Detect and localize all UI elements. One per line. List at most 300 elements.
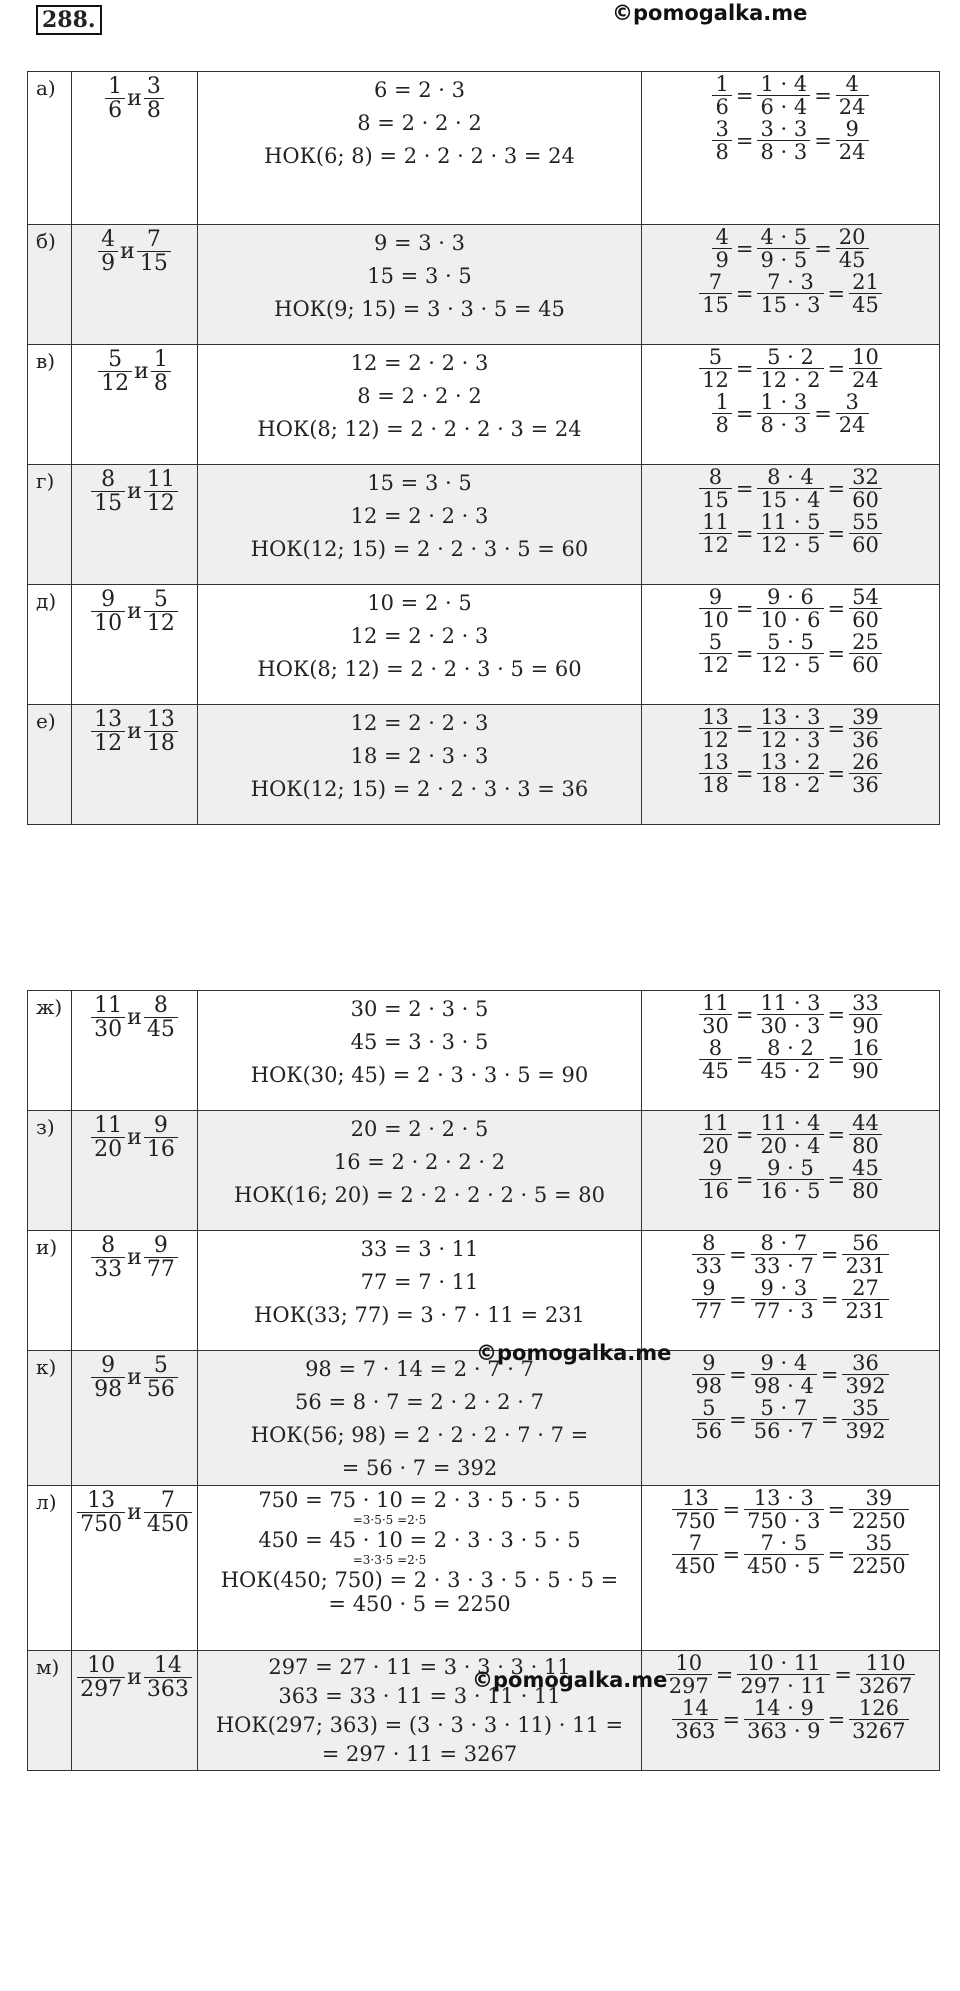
fraction	[699, 1112, 732, 1157]
fraction	[144, 1489, 192, 1536]
numerator: 13	[702, 705, 729, 729]
conversion-lines	[642, 1111, 939, 1202]
denominator: 363	[144, 1677, 192, 1701]
denominator: 9 · 5	[757, 248, 810, 271]
denominator: 56	[144, 1377, 178, 1401]
numerator: 5 · 7	[760, 1396, 808, 1421]
denominator: 12	[699, 533, 732, 556]
equals-sign: =	[729, 1242, 747, 1267]
factorization-line: НОК(450; 750) = 2 · 3 · 3 · 5 · 5 · 5 =	[220, 1568, 619, 1592]
fraction	[98, 348, 132, 395]
numerator: 9	[153, 1233, 168, 1258]
denominator: 33	[91, 1257, 125, 1281]
fraction	[842, 1232, 888, 1277]
fraction	[699, 1157, 732, 1202]
fraction	[744, 1487, 823, 1532]
fraction	[744, 1697, 823, 1742]
conversion-lines	[642, 991, 939, 1082]
denominator: 77 · 3	[751, 1299, 817, 1322]
numerator: 9	[708, 1156, 723, 1181]
fraction	[105, 75, 125, 122]
denominator: 2250	[849, 1509, 908, 1532]
numerator: 11	[94, 993, 123, 1018]
row-label-text: л)	[36, 1490, 57, 1514]
numerator: 126	[858, 1696, 899, 1721]
fraction	[842, 1352, 888, 1397]
numerator: 1	[715, 390, 729, 415]
fraction	[137, 228, 171, 275]
factorization-line: 12 = 2 · 2 · 3	[350, 504, 489, 528]
row-label	[28, 1351, 72, 1486]
numerator: 5	[708, 345, 723, 369]
conversion	[642, 465, 940, 585]
denominator: 297	[666, 1674, 712, 1697]
problem-number: 288.	[36, 5, 102, 35]
factorization-line: НОК(30; 45) = 2 · 3 · 3 · 5 = 90	[250, 1063, 589, 1087]
solution-row	[28, 1111, 940, 1231]
conversion-equation	[699, 586, 882, 631]
conjunction: и	[127, 1125, 142, 1151]
numerator: 7	[688, 1531, 703, 1556]
conversion-lines	[642, 72, 939, 163]
denominator: 45	[849, 293, 882, 316]
conversion-equation	[712, 118, 868, 163]
numerator: 9	[153, 1113, 168, 1138]
watermark: ©pomogalka.me	[612, 1, 808, 25]
denominator: 45	[699, 1059, 732, 1082]
denominator: 3267	[856, 1674, 915, 1697]
denominator: 12 · 5	[757, 653, 823, 676]
fraction	[836, 73, 869, 118]
fraction-pair	[72, 465, 198, 585]
fraction	[751, 1352, 817, 1397]
numerator: 21	[852, 270, 879, 295]
conversion-equation	[699, 1157, 882, 1202]
denominator: 12	[699, 368, 732, 391]
fraction	[757, 751, 823, 796]
numerator: 7 · 5	[760, 1531, 808, 1556]
fraction	[91, 1114, 125, 1161]
fraction	[751, 1397, 817, 1442]
equals-sign: =	[820, 1287, 839, 1312]
factorization-lines	[198, 585, 641, 686]
denominator: 16	[699, 1179, 732, 1202]
fraction	[757, 391, 810, 436]
fraction	[98, 228, 118, 275]
fraction	[757, 346, 823, 391]
fraction-pair-wrap	[72, 225, 197, 275]
denominator: 9	[712, 248, 731, 271]
numerator: 4	[715, 225, 729, 249]
equals-sign: =	[735, 401, 754, 426]
denominator: 8	[712, 413, 731, 436]
conversion-lines	[642, 1351, 939, 1442]
fraction	[849, 346, 882, 391]
numerator: 3	[715, 117, 729, 142]
numerator: 11	[702, 1111, 729, 1135]
fraction	[699, 466, 732, 511]
row-label	[28, 585, 72, 705]
denominator: 33	[692, 1254, 725, 1277]
denominator: 24	[836, 140, 869, 163]
equals-sign: =	[735, 761, 754, 786]
denominator: 12 · 5	[757, 533, 823, 556]
fraction	[757, 1037, 823, 1082]
numerator: 39	[865, 1486, 893, 1510]
denominator: 80	[849, 1179, 882, 1202]
equals-sign: =	[827, 1707, 846, 1732]
denominator: 8 · 3	[757, 140, 810, 163]
fraction	[757, 1112, 823, 1157]
fraction	[91, 1234, 125, 1281]
conversion	[642, 705, 940, 825]
equals-sign: =	[827, 356, 846, 381]
denominator: 12	[144, 611, 178, 635]
numerator: 8 · 7	[760, 1231, 808, 1255]
numerator: 8 · 4	[767, 465, 814, 489]
factorization-line: 9 = 3 · 3	[373, 231, 466, 255]
denominator: 15	[137, 251, 171, 275]
denominator: 3267	[849, 1719, 908, 1742]
fraction	[77, 1489, 125, 1536]
numerator: 5	[702, 1396, 716, 1421]
denominator: 15 · 4	[757, 488, 823, 511]
numerator: 8	[708, 1036, 723, 1061]
conjunction: и	[127, 599, 142, 625]
row-label-text: м)	[36, 1655, 60, 1679]
factorization-line: 6 = 2 · 3	[373, 78, 466, 102]
numerator: 5 · 2	[767, 345, 814, 369]
factorization-line: 98 = 7 · 14 = 2 · 7 · 7	[305, 1357, 534, 1381]
conversion-lines	[642, 585, 939, 676]
denominator: 750 · 3	[744, 1509, 823, 1532]
fraction	[692, 1352, 725, 1397]
factorization-lines	[198, 225, 641, 326]
numerator: 11 · 5	[760, 510, 821, 535]
conjunction: и	[120, 239, 135, 265]
numerator: 3	[845, 390, 859, 415]
denominator: 15	[699, 488, 732, 511]
row-label	[28, 72, 72, 225]
conversion-equation	[712, 73, 868, 118]
conversion-equation	[712, 391, 868, 436]
fraction-pair	[72, 345, 198, 465]
fraction	[699, 346, 732, 391]
fraction	[757, 586, 823, 631]
solution-row	[28, 1231, 940, 1351]
equals-sign: =	[827, 596, 846, 621]
denominator: 8 · 3	[757, 413, 810, 436]
numerator: 7	[146, 227, 161, 252]
factorization-line: НОК(297; 363) = (3 · 3 · 3 · 11) · 11 =	[215, 1713, 624, 1737]
denominator: 750	[77, 1512, 125, 1536]
numerator: 4	[101, 227, 116, 252]
fraction	[856, 1652, 915, 1697]
factorization	[198, 991, 642, 1111]
factorization-lines	[198, 465, 641, 566]
fraction	[757, 271, 823, 316]
fraction-pair-wrap	[72, 1351, 197, 1401]
factorization	[198, 465, 642, 585]
fraction-pair-wrap	[72, 1651, 197, 1701]
numerator: 54	[852, 585, 879, 609]
denominator: 6 · 4	[757, 95, 810, 118]
numerator: 1 · 4	[760, 72, 808, 96]
fraction	[91, 994, 125, 1041]
denominator: 12	[144, 491, 178, 515]
conversion-equation	[699, 751, 882, 796]
numerator: 27	[852, 1276, 879, 1301]
equals-sign: =	[827, 476, 846, 501]
equals-sign: =	[820, 1407, 839, 1432]
denominator: 30 · 3	[757, 1014, 823, 1037]
solution-row	[28, 465, 940, 585]
fraction	[751, 1277, 817, 1322]
denominator: 231	[842, 1299, 888, 1322]
conversion	[642, 72, 940, 225]
fraction	[757, 511, 823, 556]
factorization	[198, 585, 642, 705]
conversion-lines	[642, 465, 939, 556]
denominator: 98	[91, 1377, 125, 1401]
fraction	[699, 586, 732, 631]
numerator: 26	[852, 750, 879, 775]
factorization-line: 15 = 3 · 5	[367, 471, 472, 495]
numerator: 8	[101, 467, 116, 492]
conversion	[642, 1231, 940, 1351]
denominator: 450	[672, 1554, 718, 1577]
denominator: 24	[836, 95, 869, 118]
fraction	[849, 586, 882, 631]
factorization-line: 20 = 2 · 2 · 5	[350, 1117, 489, 1141]
conversion-equation	[699, 466, 882, 511]
equals-sign: =	[827, 1167, 846, 1192]
row-label-text: в)	[36, 349, 56, 373]
fraction	[757, 631, 823, 676]
conjunction: и	[127, 719, 142, 745]
fraction	[699, 992, 732, 1037]
fraction	[692, 1232, 725, 1277]
denominator: 60	[849, 533, 882, 556]
conversion-equation	[699, 1037, 882, 1082]
solution-table-1	[27, 71, 940, 825]
numerator: 9	[845, 117, 859, 142]
conversion-lines	[642, 225, 939, 316]
factorization-line: 77 = 7 · 11	[360, 1270, 479, 1294]
fraction-pair-wrap	[72, 991, 197, 1041]
fraction	[699, 511, 732, 556]
conjunction: и	[127, 1005, 142, 1031]
fraction-pair-wrap	[72, 1486, 197, 1536]
row-label	[28, 1486, 72, 1651]
factorization-lines	[198, 1351, 641, 1485]
denominator: 30	[91, 1017, 125, 1041]
equals-sign: =	[827, 1542, 846, 1567]
numerator: 1	[153, 347, 168, 372]
denominator: 8	[144, 98, 164, 122]
denominator: 8	[712, 140, 731, 163]
equals-sign: =	[827, 641, 846, 666]
numerator: 9	[702, 1351, 716, 1375]
numerator: 9 · 6	[767, 585, 814, 609]
factorization-line: 18 = 2 · 3 · 3	[350, 744, 489, 768]
denominator: 98 · 4	[751, 1374, 817, 1397]
equals-sign: =	[735, 83, 754, 108]
fraction	[699, 631, 732, 676]
row-label	[28, 1231, 72, 1351]
numerator: 1 · 3	[760, 390, 808, 415]
equals-sign: =	[729, 1362, 747, 1387]
denominator: 36	[849, 728, 882, 751]
equals-sign: =	[827, 1002, 846, 1027]
fraction	[144, 1654, 192, 1701]
factorization-line: НОК(12; 15) = 2 · 2 · 3 · 3 = 36	[250, 777, 589, 801]
conversion	[642, 345, 940, 465]
factorization-line: = 56 · 7 = 392	[341, 1456, 498, 1480]
fraction	[849, 992, 882, 1037]
fraction-pair	[72, 1231, 198, 1351]
factorization-line: НОК(8; 12) = 2 · 2 · 2 · 3 = 24	[257, 417, 582, 441]
equals-sign: =	[814, 236, 832, 261]
denominator: 60	[849, 488, 882, 511]
fraction	[144, 588, 178, 635]
equals-sign: =	[735, 128, 754, 153]
fraction	[751, 1232, 817, 1277]
denominator: 24	[836, 413, 869, 436]
denominator: 450	[144, 1512, 192, 1536]
fraction	[842, 1397, 888, 1442]
equals-sign: =	[814, 83, 832, 108]
fraction	[757, 466, 823, 511]
equals-sign: =	[820, 1362, 839, 1387]
fraction	[849, 466, 882, 511]
denominator: 450 · 5	[744, 1554, 823, 1577]
fraction	[836, 118, 869, 163]
conversion	[642, 585, 940, 705]
fraction	[144, 1114, 178, 1161]
conversion-equation	[666, 1652, 916, 1697]
equals-sign: =	[827, 1047, 846, 1072]
numerator: 5 · 5	[767, 630, 814, 655]
denominator: 16	[144, 1137, 178, 1161]
factorization-line: =3·5·5 =2·5	[352, 1513, 427, 1527]
factorization-line: 15 = 3 · 5	[367, 264, 472, 288]
denominator: 56 · 7	[751, 1419, 817, 1442]
factorization-line: 16 = 2 · 2 · 2 · 2	[333, 1150, 506, 1174]
conversion	[642, 1651, 940, 1771]
row-label-text: д)	[36, 589, 57, 613]
conversion-lines	[642, 1231, 939, 1322]
denominator: 80	[849, 1134, 882, 1157]
solution-row	[28, 705, 940, 825]
denominator: 77	[692, 1299, 725, 1322]
numerator: 13 · 3	[753, 1486, 814, 1510]
factorization-line: 33 = 3 · 11	[360, 1237, 479, 1261]
row-label	[28, 225, 72, 345]
denominator: 392	[842, 1374, 888, 1397]
row-label-text: б)	[36, 229, 56, 253]
factorization-line: НОК(6; 8) = 2 · 2 · 2 · 3 = 24	[264, 144, 575, 168]
numerator: 10	[87, 1653, 116, 1678]
row-label-text: ж)	[36, 995, 63, 1019]
numerator: 4 · 5	[760, 225, 808, 249]
numerator: 9 · 4	[760, 1351, 808, 1375]
numerator: 33	[852, 991, 879, 1015]
equals-sign: =	[735, 1047, 754, 1072]
fraction	[836, 226, 869, 271]
factorization-line: 8 = 2 · 2 · 2	[357, 384, 482, 408]
denominator: 36	[849, 773, 882, 796]
conversion-equation	[672, 1487, 908, 1532]
denominator: 12	[91, 731, 125, 755]
fraction-pair	[72, 1486, 198, 1651]
numerator: 11 · 4	[760, 1111, 821, 1135]
denominator: 2250	[849, 1554, 908, 1577]
numerator: 5	[708, 630, 723, 655]
conversion	[642, 225, 940, 345]
factorization-lines	[198, 1486, 641, 1616]
fraction	[666, 1652, 712, 1697]
equals-sign: =	[820, 1242, 839, 1267]
numerator: 13	[682, 1486, 709, 1510]
denominator: 12	[98, 371, 132, 395]
denominator: 10 · 6	[757, 608, 823, 631]
fraction-pair	[72, 1351, 198, 1486]
row-label-text: к)	[36, 1355, 57, 1379]
denominator: 33 · 7	[751, 1254, 817, 1277]
conjunction: и	[127, 479, 142, 505]
fraction	[849, 1112, 882, 1157]
denominator: 18	[699, 773, 732, 796]
factorization-line: НОК(12; 15) = 2 · 2 · 3 · 5 = 60	[250, 537, 589, 561]
numerator: 13	[146, 707, 175, 732]
numerator: 25	[852, 630, 879, 655]
fraction-pair	[72, 585, 198, 705]
fraction	[699, 751, 732, 796]
fraction	[744, 1532, 823, 1577]
fraction-pair-wrap	[72, 465, 197, 515]
conjunction: и	[127, 1365, 142, 1391]
factorization	[198, 1486, 642, 1651]
row-label	[28, 1111, 72, 1231]
factorization-line: НОК(9; 15) = 3 · 3 · 5 = 45	[274, 297, 565, 321]
conversion-equation	[672, 1697, 908, 1742]
row-label	[28, 345, 72, 465]
equals-sign: =	[729, 1287, 747, 1312]
denominator: 90	[849, 1014, 882, 1037]
numerator: 16	[852, 1036, 879, 1061]
fraction	[849, 271, 882, 316]
denominator: 363 · 9	[744, 1719, 823, 1742]
denominator: 12 · 3	[757, 728, 823, 751]
denominator: 20 · 4	[757, 1134, 823, 1157]
fraction	[757, 118, 810, 163]
fraction-pair-wrap	[72, 585, 197, 635]
denominator: 10	[91, 611, 125, 635]
numerator: 7 · 3	[767, 270, 814, 295]
factorization-line: 45 = 3 · 3 · 5	[350, 1030, 489, 1054]
numerator: 8	[702, 1231, 716, 1255]
equals-sign: =	[735, 1002, 754, 1027]
conjunction: и	[127, 1500, 142, 1526]
fraction-pair	[72, 225, 198, 345]
numerator: 7	[160, 1488, 175, 1513]
equals-sign: =	[834, 1662, 852, 1687]
fraction-pair-wrap	[72, 345, 197, 395]
fraction-pair	[72, 1651, 198, 1771]
denominator: 77	[144, 1257, 178, 1281]
solution-row	[28, 1486, 940, 1651]
